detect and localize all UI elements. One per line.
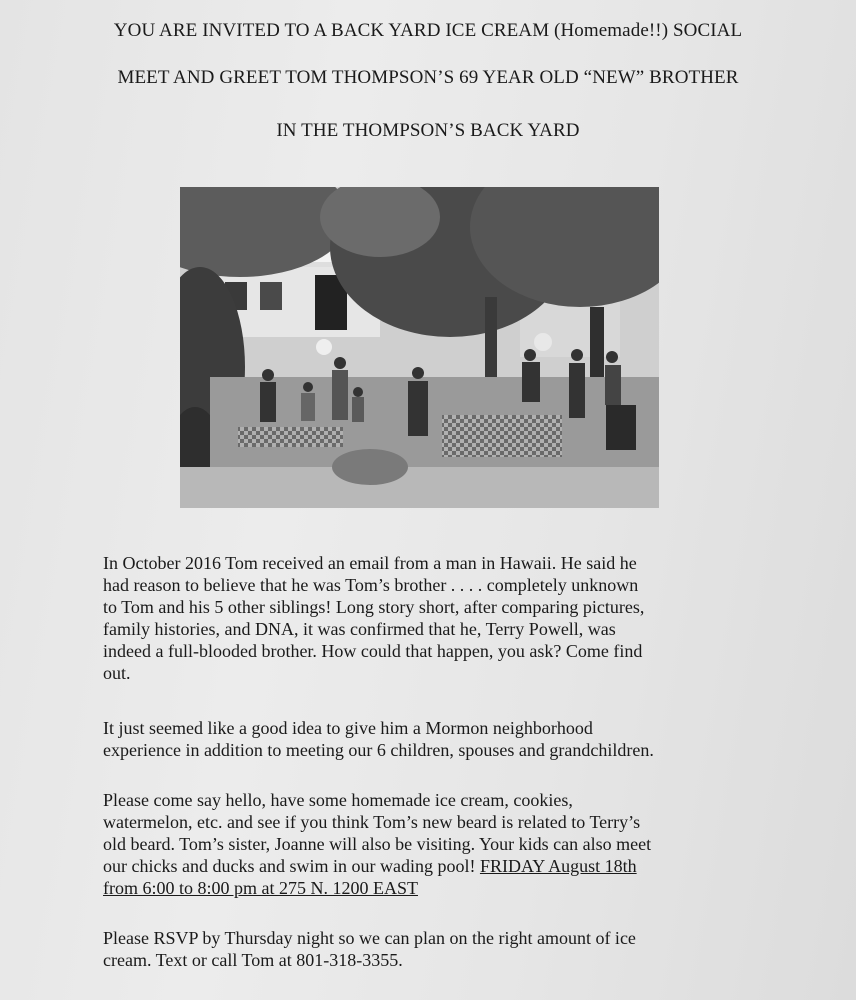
rsvp-line: cream. Text or call Tom at 801-318-3355. (103, 950, 403, 970)
event-time-location: from 6:00 to 8:00 pm at 275 N. 1200 EAST (103, 878, 418, 898)
story-line: to Tom and his 5 other siblings! Long story short, after comparing pictures, (103, 597, 645, 617)
details-line: Please come say hello, have some homemade ice cream, cookies, (103, 790, 573, 810)
rsvp-line: Please RSVP by Thursday night so we can plan on the right amount of ice (103, 928, 636, 948)
details-line: watermelon, etc. and see if you think Tom’s new beard is related to Terry’s (103, 812, 641, 832)
purpose-line: It just seemed like a good idea to give him a Mormon neighborhood (103, 718, 593, 738)
event-date: FRIDAY August 18th (479, 856, 637, 876)
heading-line-1: YOU ARE INVITED TO A BACK YARD ICE CREAM (Homemade!!) SOCIAL (113, 20, 743, 41)
heading-line-3: IN THE THOMPSON’S BACK YARD (276, 120, 580, 141)
story-line: In October 2016 Tom received an email from a man in Hawaii. He said he (103, 553, 637, 573)
details-line-text: our chicks and ducks and swim in our wading pool! (103, 856, 480, 876)
purpose-paragraph (103, 717, 763, 761)
details-line: old beard. Tom’s sister, Joanne will also be visiting. Your kids can also meet (103, 834, 652, 854)
story-line: family histories, and DNA, it was confirmed that he, Terry Powell, was (103, 619, 616, 639)
rsvp-paragraph (103, 927, 763, 971)
heading-line-2: MEET AND GREET TOM THOMPSON’S 69 YEAR OLD “NEW” BROTHER (117, 67, 739, 88)
backyard-party-photo (180, 187, 659, 508)
details-line (103, 855, 763, 877)
story-paragraph (103, 552, 763, 684)
purpose-line: experience in addition to meeting our 6 children, spouses and grandchildren. (103, 740, 654, 760)
story-line: out. (103, 663, 131, 683)
story-line: had reason to believe that he was Tom’s brother . . . . completely unknown (103, 575, 639, 595)
details-paragraph (103, 789, 763, 899)
photo-illustration (180, 187, 659, 508)
story-line: indeed a full-blooded brother. How could that happen, you ask? Come find (103, 641, 643, 661)
